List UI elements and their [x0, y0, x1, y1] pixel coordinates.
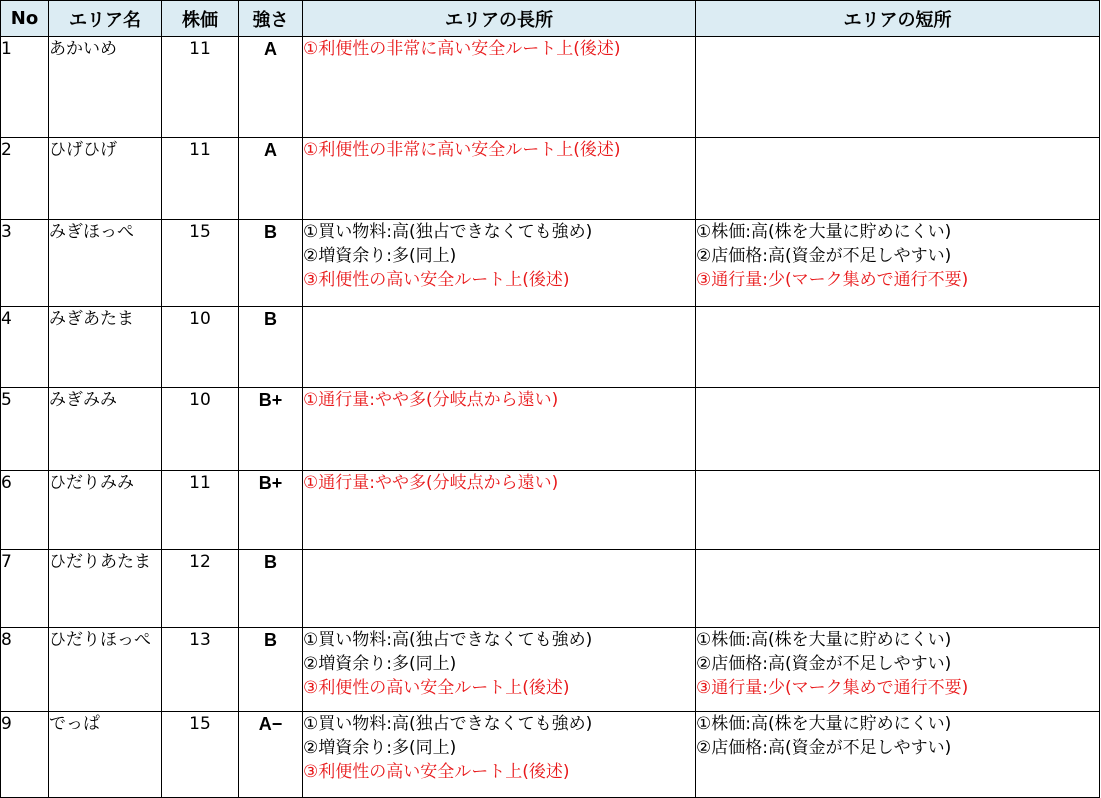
cell-cons — [696, 37, 1100, 138]
cell-cons — [696, 307, 1100, 388]
con-note: ①株価:高(株を大量に貯めにくい) — [696, 222, 952, 242]
cell-pros — [303, 628, 696, 712]
cell-no: 3 — [1, 220, 49, 307]
con-note: ③通行量:少(マーク集めで通行不要) — [696, 678, 969, 698]
cell-price: 15 — [162, 712, 239, 798]
pro-note: ③利便性の高い安全ルート上(後述) — [303, 270, 570, 290]
cell-strength: A — [239, 37, 303, 138]
header-no: No — [1, 1, 49, 37]
pro-note: ①利便性の非常に高い安全ルート上(後述) — [303, 39, 621, 59]
pro-note: ③利便性の高い安全ルート上(後述) — [303, 678, 570, 698]
pro-note: ①買い物料:高(独占できなくても強め) — [303, 714, 593, 734]
header-cons: エリアの短所 — [696, 1, 1100, 37]
pro-note: ①買い物料:高(独占できなくても強め) — [303, 222, 593, 242]
cell-pros — [303, 37, 696, 138]
header-pros: エリアの長所 — [303, 1, 696, 37]
cell-cons — [696, 138, 1100, 220]
cell-strength: B+ — [239, 471, 303, 550]
cell-area-name: ひだりみみ — [49, 471, 162, 550]
cell-cons — [696, 471, 1100, 550]
cell-price: 11 — [162, 471, 239, 550]
pro-note: ①利便性の非常に高い安全ルート上(後述) — [303, 140, 621, 160]
cell-strength: B — [239, 550, 303, 628]
table-row — [1, 138, 1100, 220]
cell-price: 11 — [162, 37, 239, 138]
pro-note: ①買い物料:高(独占できなくても強め) — [303, 630, 593, 650]
cell-strength: B — [239, 628, 303, 712]
cell-cons — [696, 712, 1100, 798]
con-note: ②店価格:高(資金が不足しやすい) — [696, 738, 952, 758]
cell-strength: A — [239, 138, 303, 220]
cell-price: 12 — [162, 550, 239, 628]
cell-area-name: ひだりあたま — [49, 550, 162, 628]
cell-area-name: あかいめ — [49, 37, 162, 138]
cell-pros — [303, 307, 696, 388]
con-note: ①株価:高(株を大量に貯めにくい) — [696, 630, 952, 650]
cell-no: 4 — [1, 307, 49, 388]
cell-no: 2 — [1, 138, 49, 220]
cell-strength: B — [239, 307, 303, 388]
cell-pros — [303, 550, 696, 628]
cell-no: 5 — [1, 388, 49, 471]
header-area-name: エリア名 — [49, 1, 162, 37]
cell-no: 9 — [1, 712, 49, 798]
table-row — [1, 471, 1100, 550]
con-note: ②店価格:高(資金が不足しやすい) — [696, 246, 952, 266]
cell-area-name: みぎあたま — [49, 307, 162, 388]
cell-area-name: ひげひげ — [49, 138, 162, 220]
table-row — [1, 628, 1100, 712]
cell-cons — [696, 550, 1100, 628]
table-row — [1, 550, 1100, 628]
cell-pros — [303, 138, 696, 220]
pro-note: ②増資余り:多(同上) — [303, 738, 457, 758]
cell-pros — [303, 220, 696, 307]
cell-cons — [696, 388, 1100, 471]
cell-area-name: みぎみみ — [49, 388, 162, 471]
cell-cons — [696, 220, 1100, 307]
pro-note: ①通行量:やや多(分岐点から遠い) — [303, 390, 559, 410]
cell-strength: B+ — [239, 388, 303, 471]
cell-area-name: でっぱ — [49, 712, 162, 798]
con-note: ②店価格:高(資金が不足しやすい) — [696, 654, 952, 674]
cell-no: 7 — [1, 550, 49, 628]
cell-price: 10 — [162, 388, 239, 471]
cell-price: 11 — [162, 138, 239, 220]
pro-note: ①通行量:やや多(分岐点から遠い) — [303, 473, 559, 493]
table-row — [1, 388, 1100, 471]
cell-price: 15 — [162, 220, 239, 307]
pro-note: ③利便性の高い安全ルート上(後述) — [303, 762, 570, 782]
cell-area-name: ひだりほっぺ — [49, 628, 162, 712]
cell-no: 6 — [1, 471, 49, 550]
cell-pros — [303, 471, 696, 550]
pro-note: ②増資余り:多(同上) — [303, 246, 457, 266]
header-row — [1, 1, 1100, 37]
header-strength: 強さ — [239, 1, 303, 37]
con-note: ①株価:高(株を大量に貯めにくい) — [696, 714, 952, 734]
cell-no: 1 — [1, 37, 49, 138]
cell-strength: A− — [239, 712, 303, 798]
table-row — [1, 712, 1100, 798]
con-note: ③通行量:少(マーク集めで通行不要) — [696, 270, 969, 290]
cell-price: 13 — [162, 628, 239, 712]
header-price: 株価 — [162, 1, 239, 37]
cell-pros — [303, 388, 696, 471]
cell-cons — [696, 628, 1100, 712]
table-row — [1, 220, 1100, 307]
cell-no: 8 — [1, 628, 49, 712]
table-row — [1, 37, 1100, 138]
cell-pros — [303, 712, 696, 798]
cell-area-name: みぎほっぺ — [49, 220, 162, 307]
pro-note: ②増資余り:多(同上) — [303, 654, 457, 674]
table-body — [1, 37, 1100, 798]
cell-price: 10 — [162, 307, 239, 388]
table-row — [1, 307, 1100, 388]
cell-strength: B — [239, 220, 303, 307]
